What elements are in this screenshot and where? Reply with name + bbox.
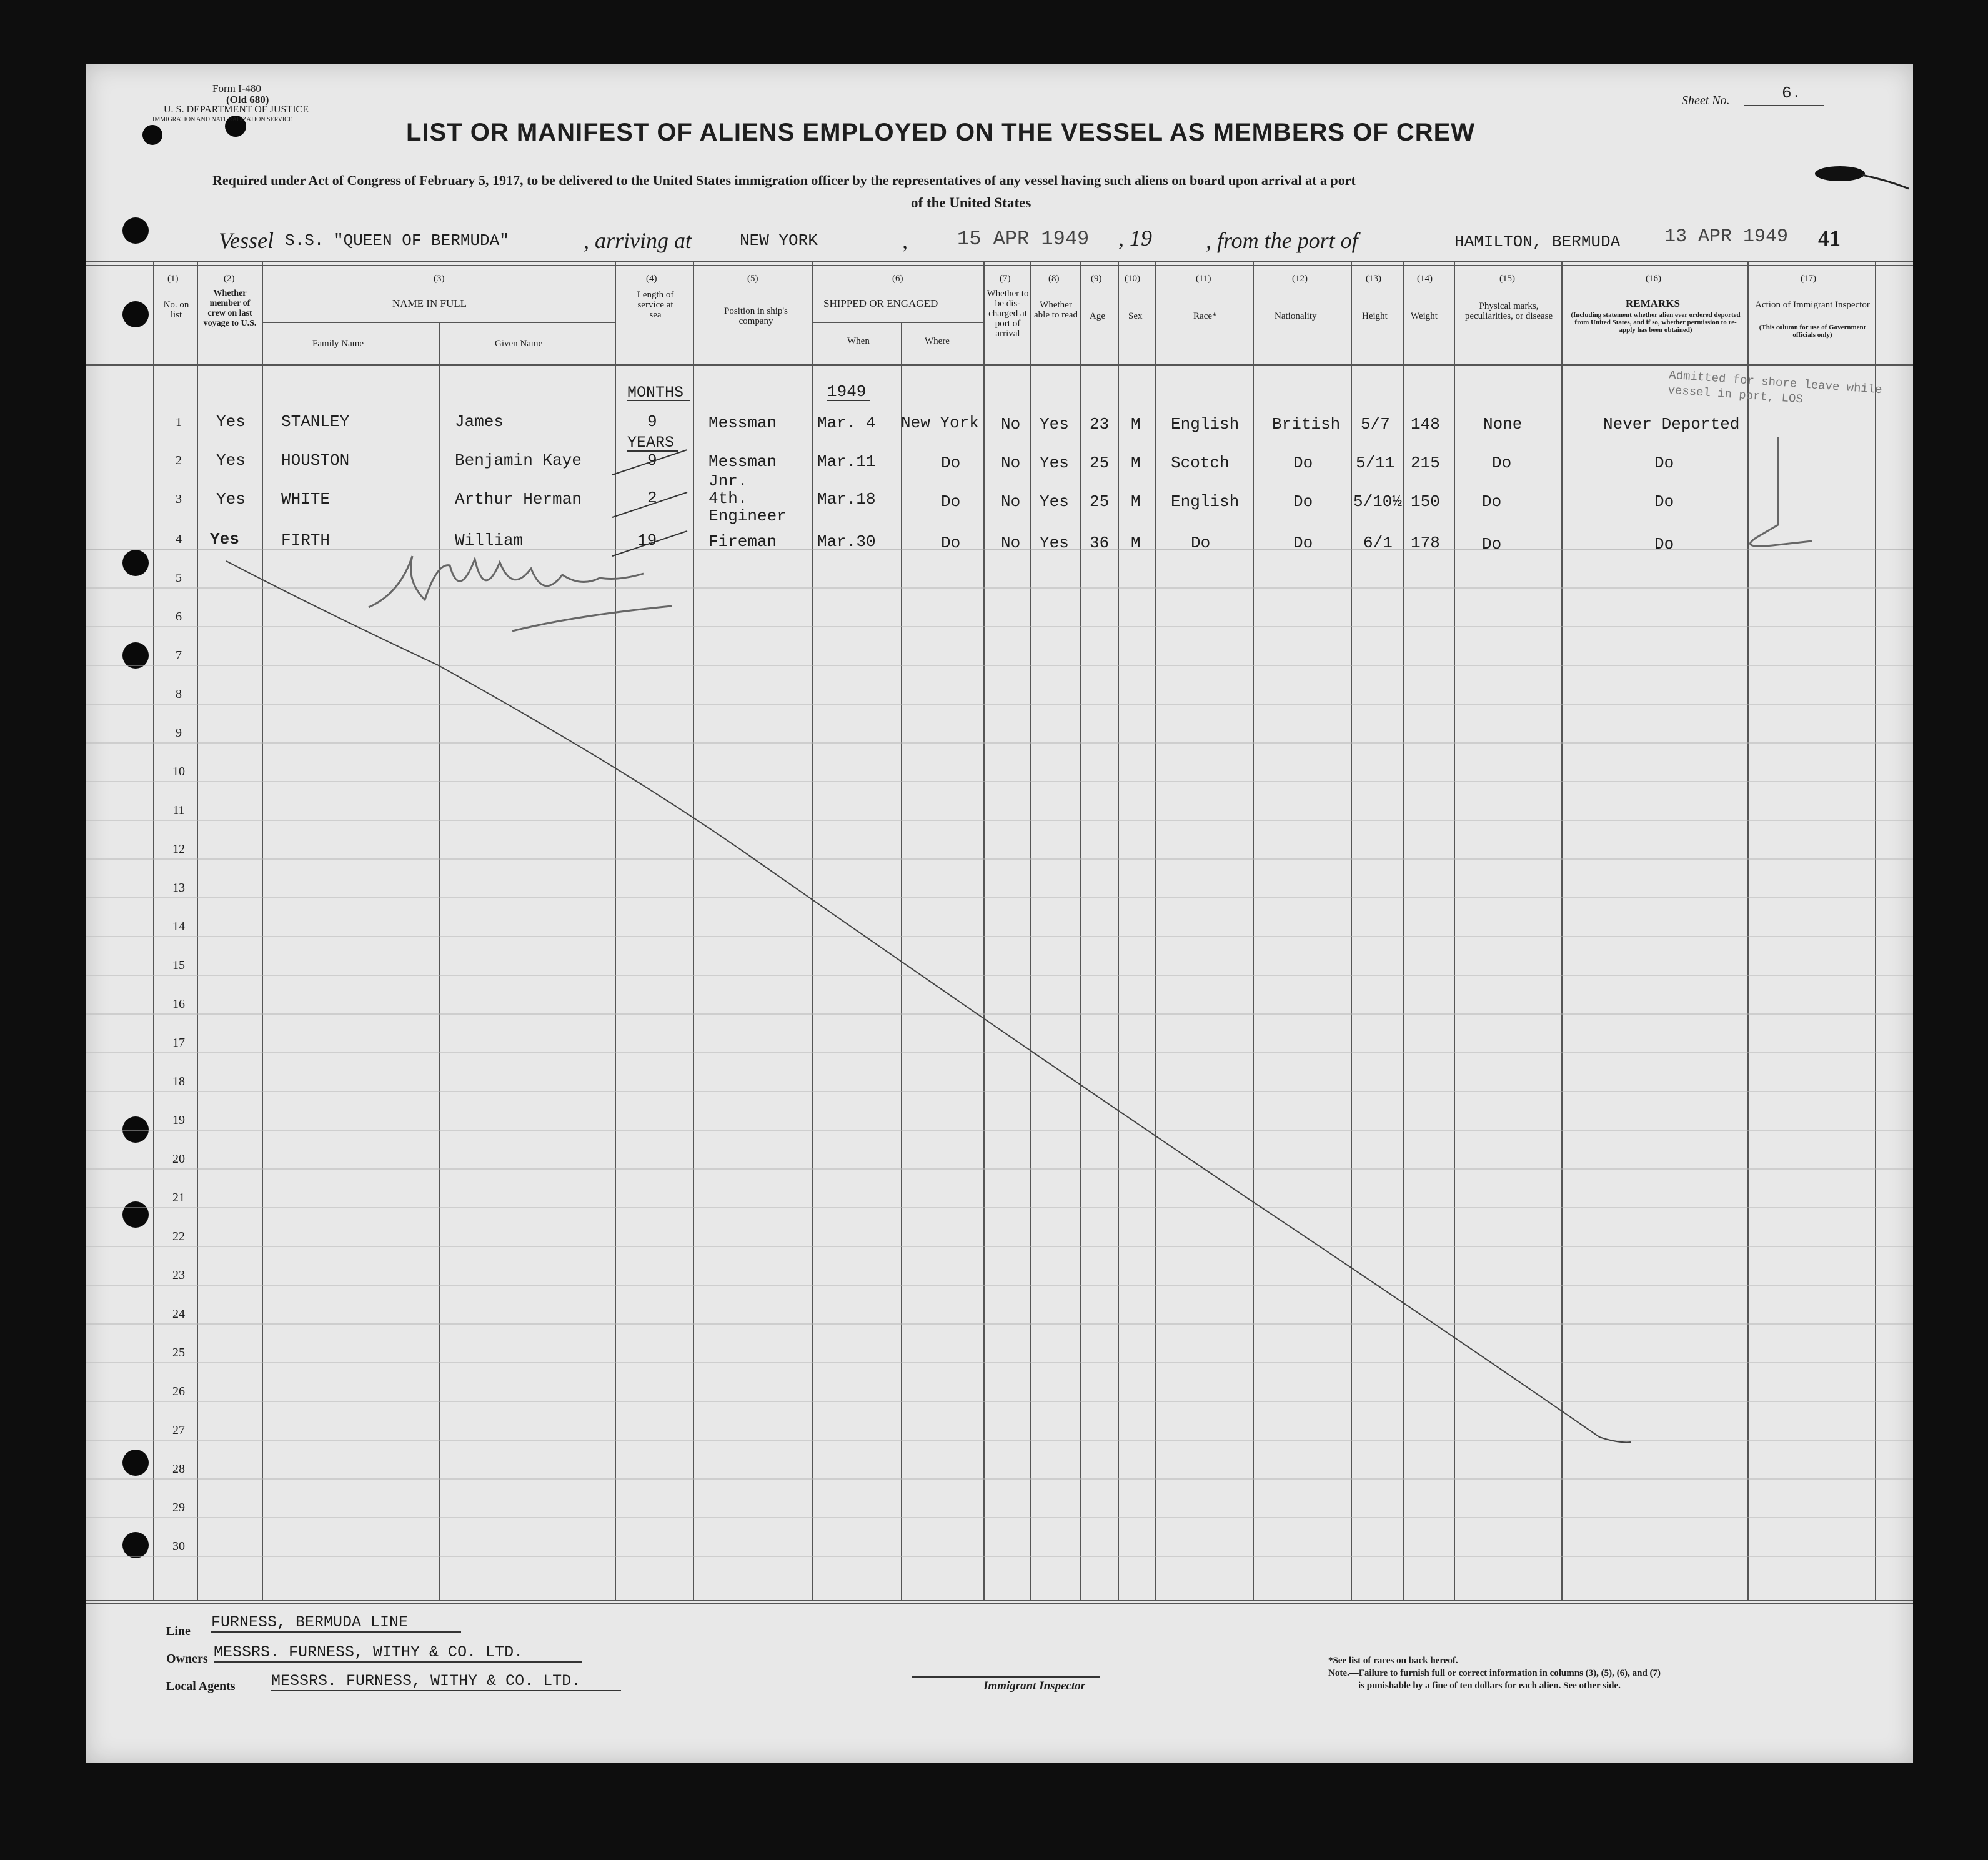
marks-cell: Do [1482,492,1502,511]
row-number: 5 [176,571,182,585]
col3-number: (3) [434,274,445,284]
row-number: 30 [172,1539,185,1553]
form-number: Form I-480 [212,82,261,94]
age-cell: 36 [1090,534,1110,552]
years-label: YEARS [627,434,675,452]
weight-cell: 178 [1411,534,1440,552]
discharged-cell: No [1001,534,1021,552]
vessel-value: S.S. "QUEEN OF BERMUDA" [285,231,509,250]
row-number: 24 [172,1307,185,1321]
arriving-label: , arriving at [584,228,692,253]
where-cell: New York [901,414,979,432]
row-number: 20 [172,1152,185,1166]
last-voyage-cell: Yes [216,490,246,509]
year-1949-label: 1949 [827,382,867,401]
age-cell: 25 [1090,454,1110,472]
race-cell: Scotch [1171,454,1230,472]
age-cell: 25 [1090,492,1110,511]
col17-number: (17) [1801,274,1816,284]
col2-number: (2) [224,274,235,284]
race-cell: English [1171,415,1240,434]
col1-header: No. on list [163,300,189,320]
col14-header: Weight [1411,311,1438,321]
row-number: 6 [176,610,182,624]
row-number: 29 [172,1501,185,1514]
departure-date-stamp: 13 APR 1949 [1664,226,1789,247]
col17-subheader: (This column for use of Government officials only) [1759,324,1866,339]
given-name-cell: Benjamin Kaye [455,451,582,470]
months-label: MONTHS [627,384,684,402]
service-cell: 2 [647,489,657,507]
family-name-cell: FIRTH [281,531,331,550]
agents-label: Local Agents [166,1679,236,1693]
row-number: 12 [172,842,185,856]
last-voyage-cell: Yes [216,412,246,431]
owners-label: Owners [166,1652,208,1666]
subtitle-line1: Required under Act of Congress of February 5, 1917, to be delivered to the United States immigration officer by the representatives of any vessel having such aliens on board upon arrival at a port [212,172,1356,188]
penalty-note-1: Note.—Failure to furnish full or correct information in columns (3), (5), (6), and (7) [1328,1668,1661,1678]
sheet-value: 6. [1782,84,1802,102]
row-number: 10 [172,765,185,778]
row-number: 3 [176,492,182,506]
arriving-value: NEW YORK [740,231,818,250]
row-number: 2 [176,454,182,467]
when-cell: Mar. 4 [817,414,876,432]
when-cell: Mar.30 [817,532,876,551]
inspector-signature [369,556,672,631]
sheet-label: Sheet No. [1682,94,1730,107]
marks-cell: Do [1482,535,1502,554]
row-number: 23 [172,1268,185,1282]
row-number: 9 [176,726,182,740]
sex-cell: M [1131,534,1141,552]
service-cell: 19 [637,531,657,550]
col2-header: Whether member of crew on last voyage to U.S. [203,289,257,328]
col17-header: Action of Immigrant Inspector [1755,300,1870,310]
inspector-label: Immigrant Inspector [983,1679,1086,1693]
page-title: LIST OR MANIFEST OF ALIENS EMPLOYED ON THE VESSEL AS MEMBERS OF CREW [406,119,1476,146]
weight-cell: 215 [1411,454,1440,472]
row-number: 27 [172,1423,185,1437]
col15-number: (15) [1499,274,1515,284]
row-number: 7 [176,649,182,662]
discharged-cell: No [1001,415,1021,434]
col15-header: Physical marks, peculiarities, or disease [1464,301,1553,321]
nationality-cell: Do [1293,454,1313,472]
race-cell: Do [1191,534,1211,552]
sex-cell: M [1131,492,1141,511]
given-name-cell: James [455,412,504,431]
col8-header: Whether able to read [1034,300,1078,320]
last-voyage-cell: Yes [210,530,239,549]
position-cell: Messman [708,414,777,432]
subtitle-line2: of the United States [911,195,1031,211]
discharged-cell: No [1001,454,1021,472]
row-number: 1 [176,415,182,429]
col7-number: (7) [1000,274,1011,284]
age-cell: 23 [1090,415,1110,434]
from-port-label: , from the port of [1206,228,1358,253]
row-number: 26 [172,1385,185,1398]
remarks-cell: Do [1654,535,1674,554]
read-cell: Yes [1040,492,1069,511]
col7-header: Whether to be dis-charged at port of arrival [987,289,1029,339]
position-cell: Messman [708,452,777,471]
where-cell: Do [941,454,961,472]
col16-header: REMARKS [1626,297,1680,309]
row-number: 18 [172,1075,185,1088]
row-number: 11 [172,803,185,817]
height-cell: 5/11 [1356,454,1395,472]
col13-number: (13) [1366,274,1381,284]
family-name-cell: WHITE [281,490,331,509]
line-value: FURNESS, BERMUDA LINE [211,1613,461,1633]
row-number: 19 [172,1113,185,1127]
sex-cell: M [1131,454,1141,472]
row-number: 13 [172,881,185,895]
col4-header: Length of service at sea [637,290,674,320]
service: IMMIGRATION AND NATURALIZATION SERVICE [152,116,292,123]
row-number: 14 [172,920,185,933]
owners-value: MESSRS. FURNESS, WITHY & CO. LTD. [214,1643,582,1663]
col10-number: (10) [1125,274,1140,284]
stamp-mark [1751,437,1812,546]
races-note: *See list of races on back hereof. [1328,1656,1458,1666]
col6b-header: Where [925,336,950,346]
row-number: 16 [172,997,185,1011]
line-label: Line [166,1624,191,1638]
remarks-cell: Do [1654,454,1674,472]
marks-cell: Do [1492,454,1512,472]
remarks-cell: Never Deported [1603,415,1740,434]
col3b-header: Given Name [495,339,543,349]
page-number: 41 [1818,226,1841,251]
nationality-cell: Do [1293,492,1313,511]
weight-cell: 148 [1411,415,1440,434]
form-old-number: (Old 680) [226,94,269,106]
family-name-cell: HOUSTON [281,451,350,470]
race-cell: English [1171,492,1240,511]
discharged-cell: No [1001,492,1021,511]
nationality-cell: British [1272,415,1341,434]
year-label: , 19 [1118,226,1152,251]
sex-cell: M [1131,415,1141,434]
read-cell: Yes [1040,534,1069,552]
col9-header: Age [1090,311,1105,321]
row-number: 17 [172,1036,185,1050]
col10-header: Sex [1128,311,1143,321]
when-cell: Mar.11 [817,452,876,471]
nationality-cell: Do [1293,534,1313,552]
col5-header: Position in ship's company [724,306,788,326]
height-cell: 5/7 [1361,415,1390,434]
agents-value: MESSRS. FURNESS, WITHY & CO. LTD. [271,1672,621,1691]
row-number: 21 [172,1191,185,1205]
row-number: 8 [176,687,182,701]
row-number: 22 [172,1230,185,1243]
cancel-line [226,561,1631,1442]
weight-cell: 150 [1411,492,1440,511]
col3-header: NAME IN FULL [392,297,467,309]
service-cell: 9 [647,451,657,470]
height-cell: 6/1 [1363,534,1393,552]
when-cell: Mar.18 [817,490,876,509]
col12-header: Nationality [1275,311,1317,321]
height-cell: 5/10½ [1353,492,1403,511]
marks-cell: None [1483,415,1523,434]
position-cell: Jnr. 4th. Engineer [708,472,787,525]
col6-header: SHIPPED OR ENGAGED [823,297,938,309]
department: U. S. DEPARTMENT OF JUSTICE [164,104,309,115]
last-voyage-cell: Yes [216,451,246,470]
col8-number: (8) [1048,274,1060,284]
given-name-cell: William [455,531,524,550]
col16-subheader: (Including statement whether alien ever ordered deported from United States, and if so, whether permission to re-apply has been obtained) [1571,311,1741,334]
col5-number: (5) [747,274,758,284]
service-cell: 9 [647,412,657,431]
col14-number: (14) [1417,274,1433,284]
col12-number: (12) [1292,274,1308,284]
row-number: 25 [172,1346,185,1360]
col6a-header: When [847,336,870,346]
admitted-stamp: Admitted for shore leave while vessel in port, LOS [1667,368,1883,407]
remarks-cell: Do [1654,492,1674,511]
penalty-note-2: is punishable by a fine of ten dollars for each alien. See other side. [1358,1681,1621,1691]
given-name-cell: Arthur Herman [455,490,582,509]
col1-number: (1) [167,274,179,284]
col9-number: (9) [1091,274,1102,284]
read-cell: Yes [1040,454,1069,472]
family-name-cell: STANLEY [281,412,350,431]
col4-number: (4) [646,274,657,284]
position-cell: Fireman [708,532,777,551]
row-number: 28 [172,1462,185,1476]
col16-number: (16) [1646,274,1661,284]
read-cell: Yes [1040,415,1069,434]
col3a-header: Family Name [312,339,364,349]
col6-number: (6) [892,274,903,284]
row-number: 15 [172,958,185,972]
arrival-date-stamp: 15 APR 1949 [957,227,1090,251]
comma-label: , [902,228,908,253]
col13-header: Height [1362,311,1388,321]
vessel-label: Vessel [219,228,274,253]
col11-header: Race* [1193,311,1217,321]
col11-number: (11) [1196,274,1211,284]
where-cell: Do [941,492,961,511]
row-number: 4 [176,532,182,546]
where-cell: Do [941,534,961,552]
from-port-value: HAMILTON, BERMUDA [1454,232,1621,251]
